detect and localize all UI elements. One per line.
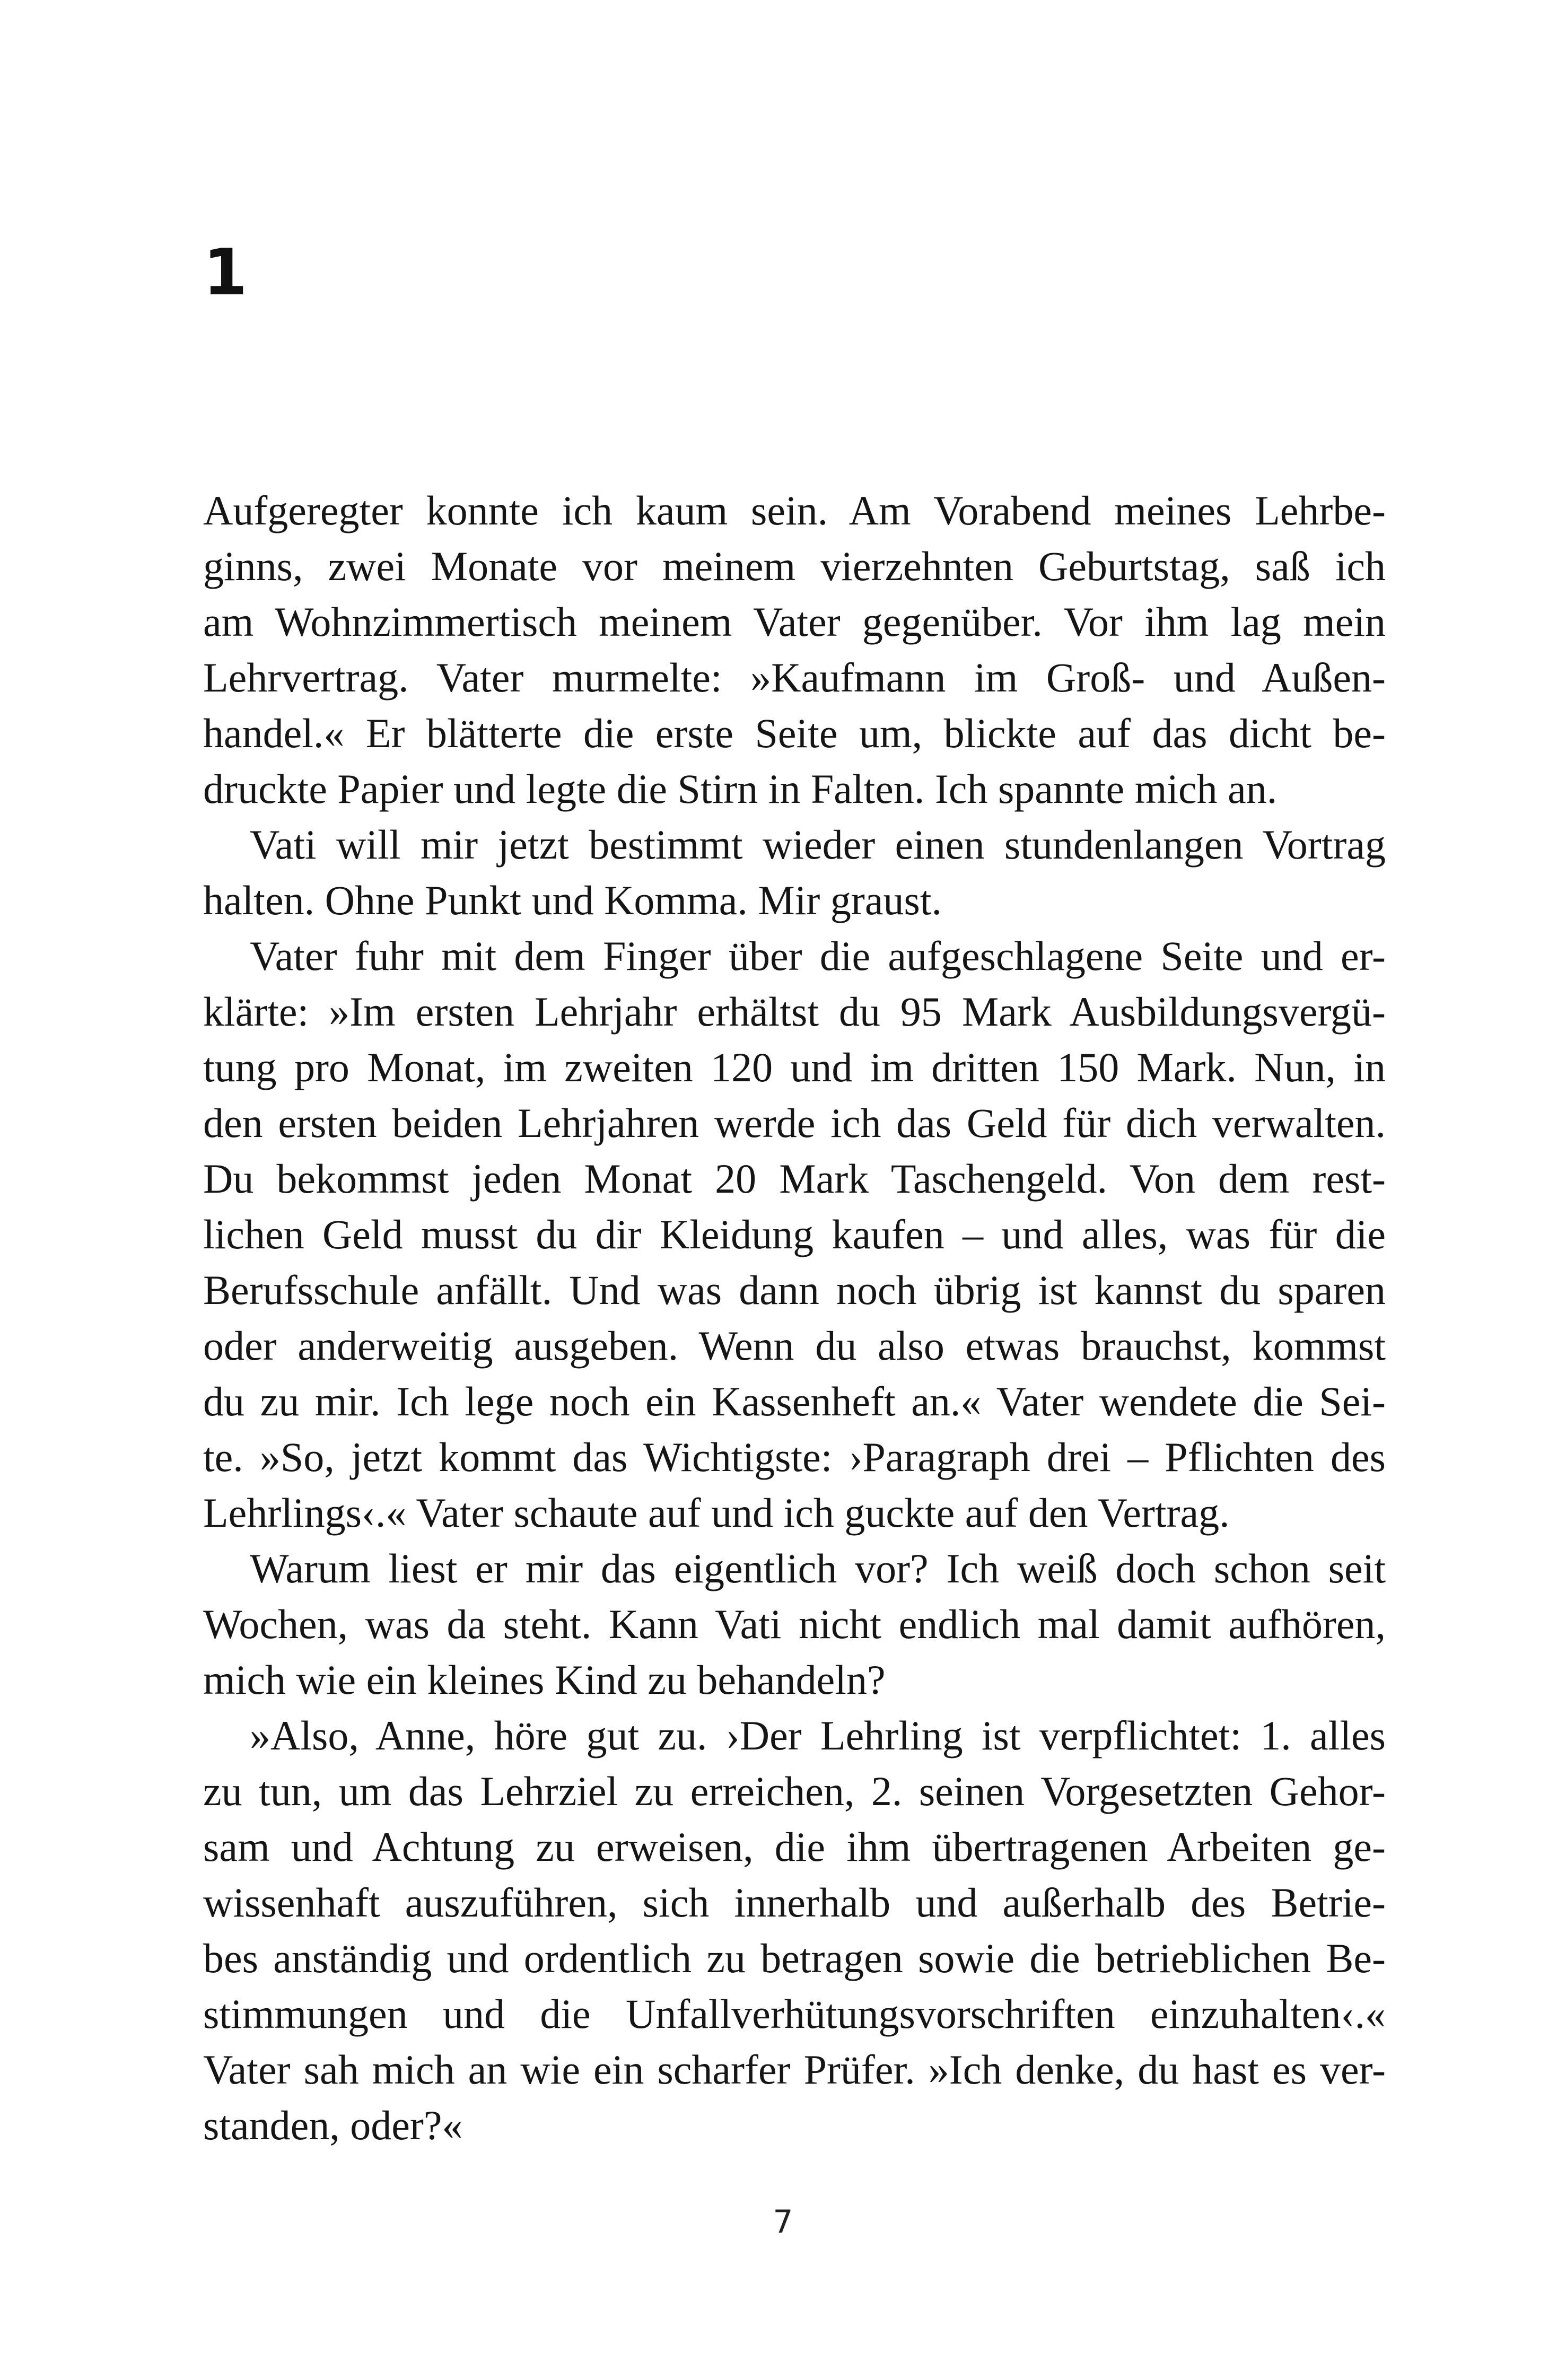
chapter-number: 1 — [203, 236, 248, 310]
text-line: stimmungen und die Unfallverhütungsvorschriften einzuhalten‹.« — [203, 1991, 1386, 2037]
text-line: du zu mir. Ich lege noch ein Kassenheft an.« Vater wendete die Sei- — [203, 1378, 1386, 1424]
text-line: Warum liest er mir das eigentlich vor? Ich weiß doch schon seit — [250, 1545, 1386, 1591]
text-line: mich wie ein kleines Kind zu behandeln? — [203, 1657, 886, 1703]
text-line: Lehrvertrag. Vater murmelte: »Kaufmann im Groß- und Außen- — [203, 654, 1386, 701]
text-line: Lehrlings‹.« Vater schaute auf und ich guckte auf den Vertrag. — [203, 1490, 1230, 1536]
text-line: wissenhaft auszuführen, sich innerhalb und außerhalb des Betrie- — [203, 1879, 1386, 1926]
text-line: Berufsschule anfällt. Und was dann noch übrig ist kannst du sparen — [203, 1267, 1386, 1313]
text-line: te. »So, jetzt kommt das Wichtigste: ›Paragraph drei – Pflichten des — [203, 1434, 1386, 1480]
paragraph — [203, 1708, 1386, 2153]
paragraph — [203, 1541, 1386, 1708]
text-line: tung pro Monat, im zweiten 120 und im dritten 150 Mark. Nun, in — [203, 1044, 1386, 1090]
page-number: 7 — [773, 2203, 793, 2241]
text-line: druckte Papier und legte die Stirn in Falten. Ich spannte mich an. — [203, 766, 1278, 812]
text-line: am Wohnzimmertisch meinem Vater gegenüber. Vor ihm lag mein — [203, 599, 1386, 645]
chapter-body — [203, 483, 1386, 2153]
text-line: sam und Achtung zu erweisen, die ihm übertragenen Arbeiten ge- — [203, 1824, 1386, 1870]
text-line: Aufgeregter konnte ich kaum sein. Am Vorabend meines Lehrbe- — [203, 487, 1386, 533]
text-line: handel.« Er blätterte die erste Seite um, blickte auf das dicht be- — [203, 710, 1386, 756]
text-line: Vater fuhr mit dem Finger über die aufgeschlagene Seite und er- — [250, 933, 1386, 979]
text-line: oder anderweitig ausgeben. Wenn du also etwas brauchst, kommst — [203, 1323, 1386, 1369]
text-line: Vater sah mich an wie ein scharfer Prüfer. »Ich denke, du hast es ver- — [203, 2046, 1386, 2093]
text-line: lichen Geld musst du dir Kleidung kaufen – und alles, was für die — [203, 1211, 1386, 1257]
text-line: »Also, Anne, höre gut zu. ›Der Lehrling ist verpflichtet: 1. alles — [250, 1712, 1386, 1758]
text-line: bes anständig und ordentlich zu betragen sowie die betrieblichen Be- — [203, 1935, 1386, 1981]
text-line: standen, oder?« — [203, 2102, 463, 2148]
paragraph — [203, 817, 1386, 928]
text-line: Vati will mir jetzt bestimmt wieder einen stundenlangen Vortrag — [250, 821, 1386, 868]
text-line: klärte: »Im ersten Lehrjahr erhältst du 95 Mark Ausbildungsvergü- — [203, 988, 1386, 1035]
paragraph — [203, 928, 1386, 1541]
text-line: zu tun, um das Lehrziel zu erreichen, 2. seinen Vorgesetzten Gehor- — [203, 1768, 1386, 1814]
paragraph — [203, 483, 1386, 817]
text-line: Wochen, was da steht. Kann Vati nicht endlich mal damit aufhören, — [203, 1601, 1386, 1647]
text-line: Du bekommst jeden Monat 20 Mark Taschengeld. Von dem rest- — [203, 1156, 1386, 1202]
text-line: den ersten beiden Lehrjahren werde ich das Geld für dich verwalten. — [203, 1100, 1386, 1146]
text-line: halten. Ohne Punkt und Komma. Mir graust. — [203, 877, 942, 923]
text-line: ginns, zwei Monate vor meinem vierzehnten Geburtstag, saß ich — [203, 543, 1386, 589]
